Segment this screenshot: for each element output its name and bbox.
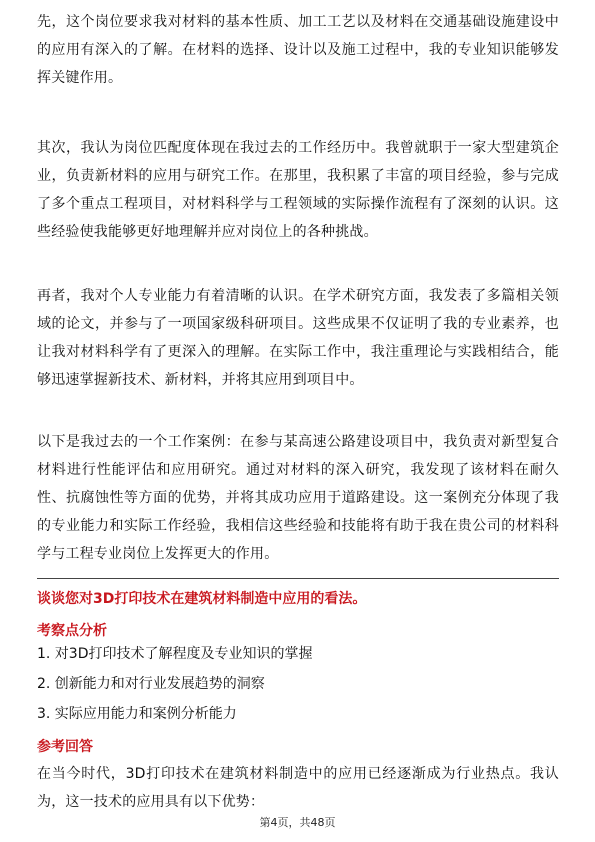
body-paragraph-3: 再者，我对个人专业能力有着清晰的认识。在学术研究方面，我发表了多篇相关领域的论文，并参与了一项国家级科研项目。这些成果不仅证明了我的专业素养，也让我对材料科学有了更深入的理解。在实际工作中，我注重理论与实践相结合，能够迅速掌握新技术、新材料，并将其应用到项目中。	[37, 288, 559, 388]
reference-answer-text: 在当今时代，3D打印技术在建筑材料制造中的应用已经逐渐成为行业热点。我认为，这一技术的应用具有以下优势：	[37, 766, 559, 810]
page-number: 第4页，共48页	[259, 816, 336, 829]
reference-answer-heading: 参考回答	[37, 739, 93, 755]
analysis-heading: 考察点分析	[37, 623, 107, 639]
body-paragraph-1: 先，这个岗位要求我对材料的基本性质、加工工艺以及材料在交通基础设施建设中的应用有深入的了解。在材料的选择、设计以及施工过程中，我的专业知识能够发挥关键作用。	[37, 14, 559, 86]
analysis-item: 2. 创新能力和对行业发展趋势的洞察	[37, 676, 265, 692]
analysis-item: 3. 实际应用能力和案例分析能力	[37, 706, 237, 722]
analysis-item: 1. 对3D打印技术了解程度及专业知识的掌握	[37, 646, 313, 662]
body-paragraph-2: 其次，我认为岗位匹配度体现在我过去的工作经历中。我曾就职于一家大型建筑企业，负责新材料的应用与研究工作。在那里，我积累了丰富的项目经验，参与完成了多个重点工程项目，对材料科学与工程领域的实际操作流程有了深刻的认识。这些经验使我能够更好地理解并应对岗位上的各种挑战。	[37, 140, 559, 240]
interview-question: 谈谈您对3D打印技术在建筑材料制造中应用的看法。	[37, 591, 367, 607]
section-divider	[37, 578, 559, 579]
body-paragraph-4: 以下是我过去的一个工作案例：在参与某高速公路建设项目中，我负责对新型复合材料进行性能评估和应用研究。通过对材料的深入研究，我发现了该材料在耐久性、抗腐蚀性等方面的优势，并将其成功应用于道路建设。这一案例充分体现了我的专业能力和实际工作经验，我相信这些经验和技能将有助于我在贵公司的材料科学与工程专业岗位上发挥更大的作用。	[37, 434, 559, 562]
